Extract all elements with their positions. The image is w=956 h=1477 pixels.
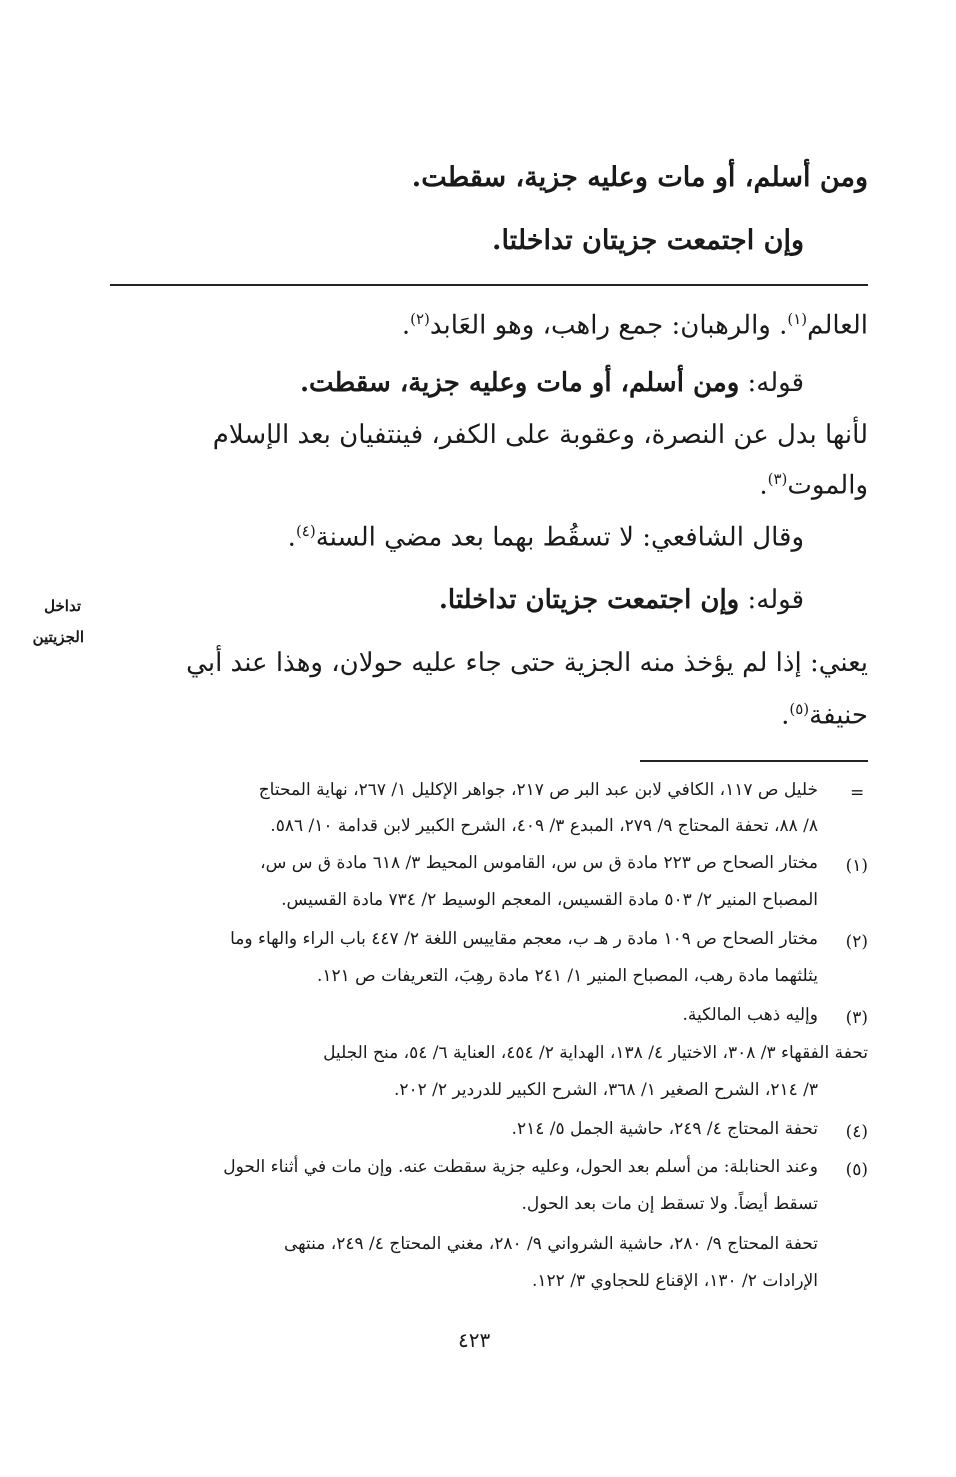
footnote-5-line-1: وعند الحنابلة: من أسلم بعد الحول، وعليه جزية سقطت عنه. وإن مات في أثناء الحول xyxy=(223,1157,818,1177)
footnote-4-line-1: تحفة المحتاج ٤/ ٢٤٩، حاشية الجمل ٥/ ٢١٤. xyxy=(511,1119,818,1139)
continuation-marker: = xyxy=(850,783,865,803)
sharh-para-3 xyxy=(288,522,804,553)
quote-prefix: قوله: xyxy=(739,368,804,398)
text: حنيفة xyxy=(809,700,868,731)
footnote-3-line-2: تحفة الفقهاء ٣/ ٣٠٨، الاختيار ٤/ ١٣٨، الهداية ٢/ ٤٥٤، العناية ٦/ ٥٤، منح الجليل xyxy=(323,1043,868,1063)
footnote-cont-line-1: خليل ص ١١٧، الكافي لابن عبد البر ص ٢١٧، جواهر الإكليل ١/ ٢٦٧، نهاية المحتاج xyxy=(258,780,818,800)
footnote-1-line-1: مختار الصحاح ص ٢٢٣ مادة ق س س، القاموس المحيط ٣/ ٦١٨ مادة ق س س، xyxy=(260,853,818,873)
text: . والرهبان: جمع راهب، وهو العَابد xyxy=(429,310,788,341)
page-number: ٤٢٣ xyxy=(458,1328,491,1352)
text: العالم xyxy=(807,310,868,341)
text: . xyxy=(759,470,768,501)
footnote-5-line-2: تسقط أيضاً. ولا تسقط إن مات بعد الحول. xyxy=(521,1194,818,1214)
footnote-ref-4[interactable]: (٤) xyxy=(295,522,316,540)
sharh-para-2-line-2 xyxy=(759,470,868,501)
footnote-1-line-2: المصباح المنير ٢/ ٥٠٣ مادة القسيس، المعجم الوسيط ٢/ ٧٣٤ مادة القسيس. xyxy=(281,890,818,910)
margin-note-line-2: الجزيتين xyxy=(32,628,84,646)
matn-line-1: ومن أسلم، أو مات وعليه جزية، سقطت. xyxy=(411,162,868,193)
footnote-ref-2[interactable]: (٢) xyxy=(410,310,430,328)
quote-text: ومن أسلم، أو مات وعليه جزية، سقطت. xyxy=(299,368,740,398)
text: . xyxy=(401,310,411,341)
sharh-para-2-line-1: لأنها بدل عن النصرة، وعقوبة على الكفر، فينتفيان بعد الإسلام xyxy=(212,420,868,450)
sharh-para-4-line-1: يعني: إذا لم يؤخذ منه الجزية حتى جاء عليه حولان، وهذا عند أبي xyxy=(186,648,868,678)
text: وقال الشافعي: لا تسقُط بهما بعد مضي السنة xyxy=(315,522,804,553)
sharh-para-4-line-2 xyxy=(781,700,868,731)
footnote-number-4: (٤) xyxy=(845,1122,868,1142)
quote-2 xyxy=(439,585,804,615)
footnote-cont-line-2: ٨/ ٨٨، تحفة المحتاج ٩/ ٢٧٩، المبدع ٣/ ٤٠٩، الشرح الكبير لابن قدامة ١٠/ ٥٨٦. xyxy=(270,816,818,836)
footnote-separator xyxy=(640,760,868,762)
text: والموت xyxy=(787,470,868,501)
footnote-ref-1[interactable]: (١) xyxy=(787,310,808,328)
text: . xyxy=(287,522,296,553)
footnote-ref-3[interactable]: (٣) xyxy=(767,470,788,488)
sharh-para-1 xyxy=(402,310,868,341)
footnote-3-line-1: وإليه ذهب المالكية. xyxy=(682,1005,818,1025)
footnote-2-line-2: يثلثهما مادة رهب، المصباح المنير ١/ ٢٤١ مادة رهِبَ، التعريفات ص ١٢١. xyxy=(316,966,818,986)
quote-prefix: قوله: xyxy=(739,585,804,615)
footnote-number-5: (٥) xyxy=(845,1160,868,1180)
quote-1 xyxy=(300,368,804,398)
matn-line-2: وإن اجتمعت جزيتان تداخلتا. xyxy=(492,225,804,256)
footnote-3-line-3: ٣/ ٢١٤، الشرح الصغير ١/ ٣٦٨، الشرح الكبير للدردير ٢/ ٢٠٢. xyxy=(393,1080,818,1100)
footnote-number-3: (٣) xyxy=(845,1008,868,1028)
footnote-5-line-3: تحفة المحتاج ٩/ ٢٨٠، حاشية الشرواني ٩/ ٢٨٠، مغني المحتاج ٤/ ٢٤٩، منتهى xyxy=(283,1234,818,1254)
matn-separator xyxy=(110,284,868,286)
footnote-ref-5[interactable]: (٥) xyxy=(789,700,810,718)
footnote-number-1: (١) xyxy=(845,856,868,876)
margin-note-line-1: تداخل xyxy=(44,597,81,615)
quote-text: وإن اجتمعت جزيتان تداخلتا. xyxy=(438,585,740,615)
text: . xyxy=(781,700,790,731)
footnote-5-line-4: الإرادات ٢/ ١٣٠، الإقناع للحجاوي ٣/ ١٢٢. xyxy=(532,1271,818,1291)
footnote-number-2: (٢) xyxy=(845,932,868,952)
footnote-2-line-1: مختار الصحاح ص ١٠٩ مادة ر هـ ب، معجم مقاييس اللغة ٢/ ٤٤٧ باب الراء والهاء وما xyxy=(230,929,818,949)
